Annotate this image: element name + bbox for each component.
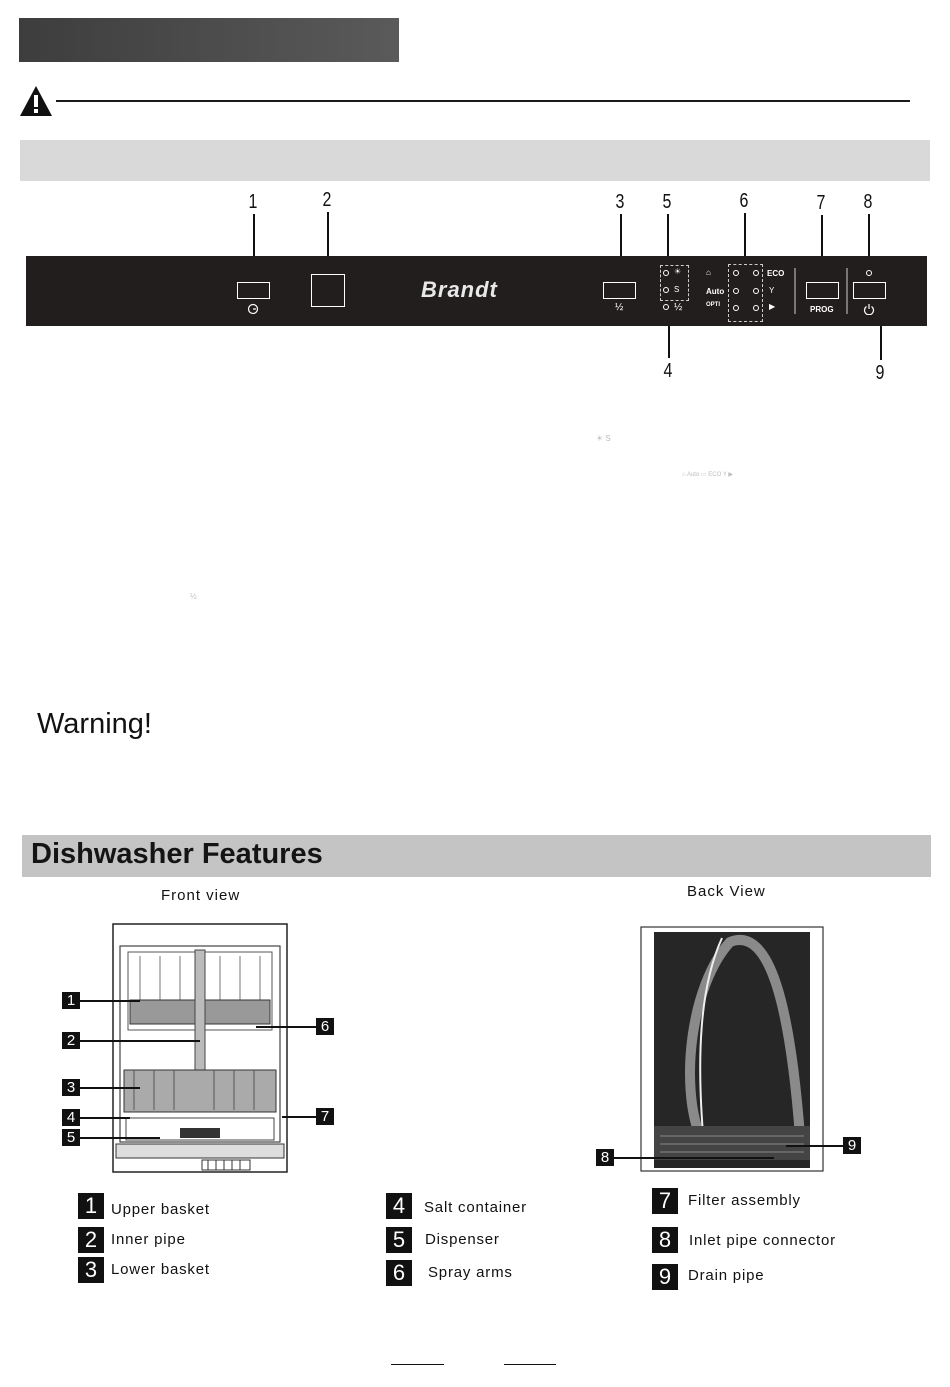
faint-half-symbol: ½ [190, 592, 197, 601]
leader-line [282, 1116, 316, 1118]
power-button[interactable] [853, 282, 886, 299]
callout-1: 1 [248, 191, 258, 213]
control-panel-heading-band [20, 140, 930, 181]
legend-label: Salt container [424, 1199, 527, 1216]
prog-label: PROG [810, 305, 834, 314]
back-callout-9: 9 [843, 1137, 861, 1154]
back-view-label: Back View [687, 883, 766, 900]
legend-label: Filter assembly [688, 1192, 801, 1209]
legend-num: 1 [78, 1193, 104, 1219]
callout-6: 6 [739, 190, 749, 212]
opti-program-label: OPTI [706, 302, 722, 308]
warning-heading: Warning! [37, 708, 152, 740]
salt-led [663, 287, 669, 293]
back-view-illustration [640, 926, 824, 1172]
power-icon [863, 303, 875, 315]
section-title-bar [19, 18, 399, 62]
front-callout-2: 2 [62, 1032, 80, 1049]
faint-rinse-salt-icons: ☀ S [596, 434, 611, 443]
legend-num: 8 [652, 1227, 678, 1253]
delay-clock-icon [247, 303, 259, 315]
half-load-led [663, 304, 669, 310]
program-led [753, 305, 759, 311]
legend-num: 9 [652, 1264, 678, 1290]
legend-num: 2 [78, 1227, 104, 1253]
front-callout-6: 6 [316, 1018, 334, 1035]
legend-num: 5 [386, 1227, 412, 1253]
faint-program-icons: ⌂ Auto ▭ ECO Y ▶ [682, 472, 734, 478]
power-led [866, 270, 872, 276]
legend-label: Drain pipe [688, 1267, 765, 1284]
half-load-symbol: ½ [615, 302, 624, 313]
quick-program-icon: ▶ [769, 302, 776, 311]
front-view-label: Front view [161, 887, 241, 904]
legend-label: Inner pipe [111, 1231, 186, 1248]
callout-2: 2 [322, 189, 332, 211]
front-callout-3: 3 [62, 1079, 80, 1096]
glass-program-icon: Y [769, 286, 775, 295]
prog-button[interactable] [806, 282, 839, 299]
legend-num: 3 [78, 1257, 104, 1283]
program-led [733, 270, 739, 276]
footer-rule [504, 1364, 556, 1365]
callout-9: 9 [875, 362, 885, 384]
half-load-led-symbol: ½ [674, 302, 683, 313]
salt-icon: S [674, 285, 680, 294]
leader-line [80, 1000, 140, 1002]
delay-start-button[interactable] [237, 282, 270, 299]
legend-label: Lower basket [111, 1261, 210, 1278]
legend-num: 4 [386, 1193, 412, 1219]
legend-num: 6 [386, 1260, 412, 1286]
back-callout-8: 8 [596, 1149, 614, 1166]
program-led [733, 288, 739, 294]
features-title: Dishwasher Features [31, 838, 323, 870]
legend-label: Upper basket [111, 1201, 210, 1218]
intensive-program-icon: ⌂ [706, 268, 711, 277]
leader-line [80, 1117, 130, 1119]
warning-rule [56, 100, 910, 102]
program-led [733, 305, 739, 311]
callout-8: 8 [863, 191, 873, 213]
legend-num: 7 [652, 1188, 678, 1214]
auto-program-label: Auto [706, 287, 725, 296]
front-callout-1: 1 [62, 992, 80, 1009]
front-callout-7: 7 [316, 1108, 334, 1125]
leader-line [786, 1145, 843, 1147]
callout-5: 5 [662, 191, 672, 213]
footer-rule [391, 1364, 444, 1365]
front-callout-4: 4 [62, 1109, 80, 1126]
display-window [311, 274, 345, 307]
callout-7: 7 [816, 192, 826, 214]
half-load-button[interactable] [603, 282, 636, 299]
rinse-aid-icon: ☀ [674, 267, 682, 276]
legend-label: Spray arms [428, 1264, 513, 1281]
leader-line [256, 1026, 316, 1028]
panel-divider [794, 268, 796, 314]
leader-line [614, 1157, 774, 1159]
warning-triangle-icon [18, 84, 54, 118]
callout-3: 3 [615, 191, 625, 213]
eco-program-label: ECO [767, 269, 785, 278]
legend-label: Inlet pipe connector [689, 1232, 836, 1249]
leader-line [80, 1040, 200, 1042]
brand-logo: Brandt [421, 277, 498, 302]
program-led [753, 270, 759, 276]
leader-line [80, 1137, 160, 1139]
rinse-aid-led [663, 270, 669, 276]
callout-4: 4 [663, 360, 673, 382]
program-led [753, 288, 759, 294]
legend-label: Dispenser [425, 1231, 500, 1248]
leader-line [80, 1087, 140, 1089]
panel-divider [846, 268, 848, 314]
front-callout-5: 5 [62, 1129, 80, 1146]
